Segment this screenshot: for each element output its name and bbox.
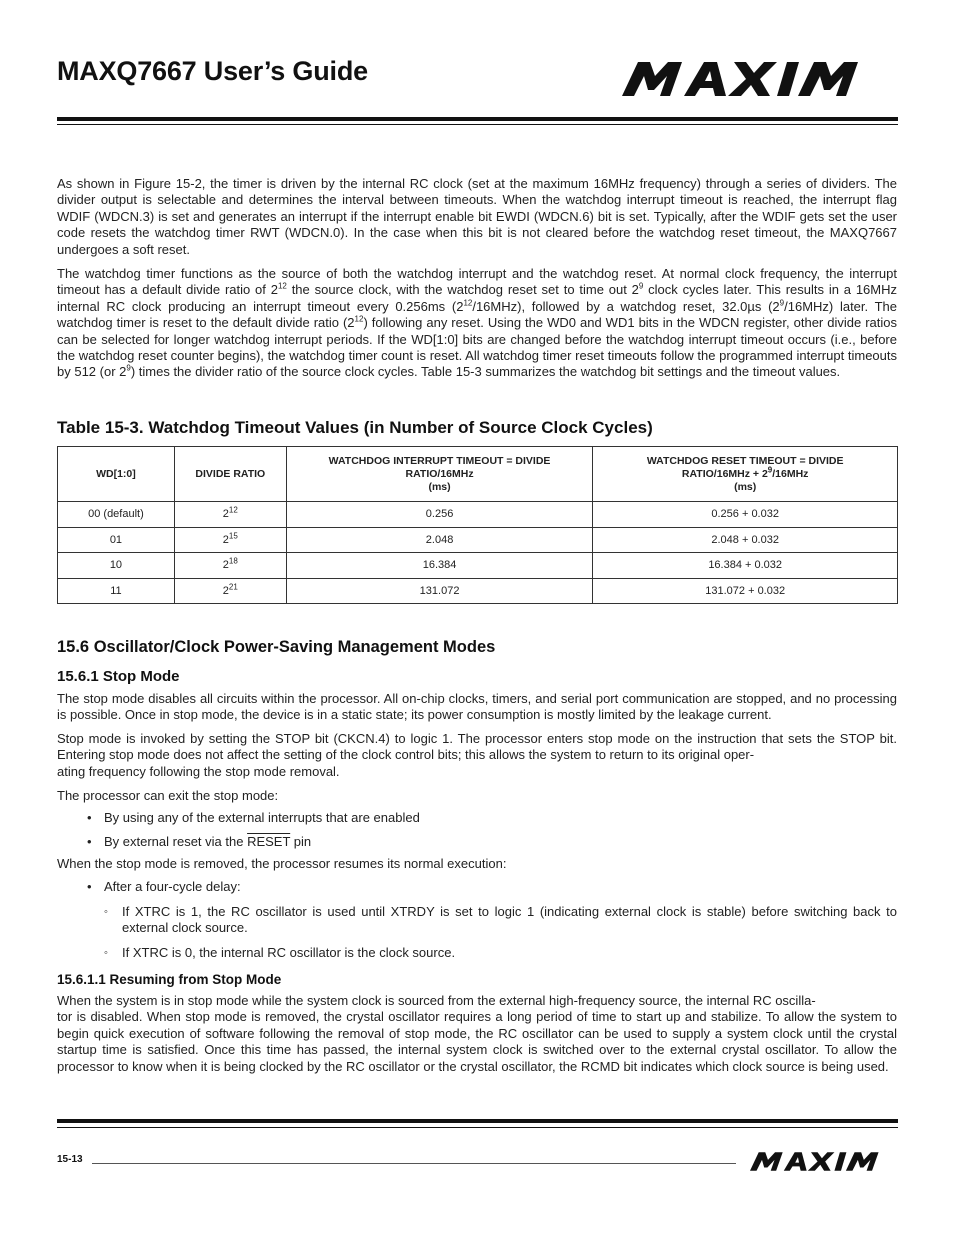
section-heading: 15.6 Oscillator/Clock Power-Saving Management Modes [57,638,496,656]
table-row [58,527,898,553]
footer-rule-thick [57,1119,898,1123]
header-interrupt-timeout: WATCHDOG INTERRUPT TIMEOUT = DIVIDE RATIO/16MHz (ms) [286,447,593,502]
removed-intro: When the stop mode is removed, the processor resumes its normal execution: [57,856,507,871]
cell-divide-ratio: $2^{21}$ [174,578,286,604]
footer-dashed-line [92,1163,736,1164]
stop-mode-paragraph-2: Stop mode is invoked by setting the STOP bit (CKCN.4) to logic 1. The processor enters stop mode on the instruction that sets the STOP bit. Entering stop mode does not affect the setting of the clock control bits; this allows the system to return to its original oper- ating frequency following the stop mode removal. [57,731,897,779]
header-reset-timeout: WATCHDOG RESET TIMEOUT = DIVIDE RATIO/16MHz + $2^9/16MHz$ (ms) [593,447,898,502]
cell-reset: 16.384 + 0.032 [593,553,898,579]
maxim-logo [622,62,890,96]
cell-interrupt: 16.384 [286,553,593,579]
cell-interrupt: 2.048 [286,527,593,553]
sub-bullet-circle: ◦ [104,906,108,918]
footer-rule-thin [57,1127,898,1128]
cell-reset: 0.256 + 0.032 [593,502,898,528]
resume-paragraph: When the system is in stop mode while the system clock is sourced from the external high-frequency source, the internal RC oscilla- tor is disabled. When stop mode is removed, the crystal oscillator requires a long period of time to start up and stabilize. To allow the system to begin quick execution of software following the removal of stop mode, the RC oscillator can be used to supply a system clock until the crystal startup time is satisfied. Once this time has passed, the internal system clock is switched over to the external crystal oscillator. To allow the processor to know when it is being clocked by the RC oscillator or the crystal oscillator, the RCMD bit indicates which clock source is being used. [57,993,897,1074]
cell-divide-ratio: $2^{18}$ [174,553,286,579]
table-header-row [58,447,898,502]
table-title: Table 15-3. Watchdog Timeout Values (in Number of Source Clock Cycles) [57,418,653,437]
cell-interrupt: 131.072 [286,578,593,604]
body-paragraph-2: The watchdog timer functions as the source of both the watchdog interrupt and the watchdog reset. At normal clock frequency, the interrupt timeout has a default divide ratio of $2^{12}$ the source clock, with the watchdog reset set to time out $2^9$ clock cycles later. This results in a 16MHz internal RC clock producing an interrupt timeout every 0.256ms $(2^{12}/16MHz)$, followed by a watchdog reset, 32.0µs $(2^9/16MHz)$ later. The watchdog timer is reset to the default divide ratio $(2^{12})$ following any reset. Using the WD0 and WD1 bits in the WDCN register, other divide ratios can be selected for longer watchdog interrupt periods. If the WD[1:0] bits are changed before the watchdog interrupt timeout occurs (i.e., before the watchdog reset counter begins), the watchdog timer count is reset. All watchdog timer reset timeouts follow the programmed interrupt timeouts by 512 (or $2^9$) times the divider ratio of the source clock cycles. Table 15-3 summarizes the watchdog bit settings and the timeout values. [57,266,898,380]
cell-wd: 01 [58,527,175,553]
table-row [58,502,898,528]
reset-pin-label: RESET [247,834,291,849]
body-paragraph-1: As shown in Figure 15-2, the timer is driven by the internal RC clock (set at the maximum 16MHz frequency) through a series of dividers. The divider output is selectable and determines the interval between timeouts. When the watchdog interrupt timeout is reached, the interrupt flag WDIF (WDCN.3) is set and generates an interrupt if the interrupt enable bit EWDI (WDCN.6) bit is set. Typically, after the WDIF gets set the user code resets the watchdog timer RWT (WDCN.0). In the case when this bit is not cleared before the watchdog reset timeout, the MAXQ7667 undergoes a soft reset. [57,176,897,257]
cell-interrupt: 0.256 [286,502,593,528]
bullet-item: After a four-cycle delay: [104,879,241,894]
cell-divide-ratio: $2^{12}$ [174,502,286,528]
cell-reset: 131.072 + 0.032 [593,578,898,604]
header-wd: WD[1:0] [58,447,175,502]
sub-bullet-item: If XTRC is 1, the RC oscillator is used until XTRDY is set to logic 1 (indicating external clock is stable) before switching back to external clock source. [122,904,897,936]
subsection-heading: 15.6.1 Stop Mode [57,668,180,685]
page-number: 15-13 [57,1154,83,1165]
bullet-item: By external reset via the RESET pin [104,834,312,849]
bullet-dot: • [87,834,92,849]
cell-divide-ratio: $2^{15}$ [174,527,286,553]
header-divide-ratio: DIVIDE RATIO [174,447,286,502]
cell-wd: 00 (default) [58,502,175,528]
watchdog-timeout-table [57,446,898,604]
sub-bullet-item: If XTRC is 0, the internal RC oscillator is the clock source. [122,945,456,960]
bullet-dot: • [87,879,92,894]
header-rule-thin [57,124,898,125]
exit-intro: The processor can exit the stop mode: [57,788,279,803]
sub-bullet-circle: ◦ [104,947,108,959]
table-row [58,578,898,604]
table-row [58,553,898,579]
maxim-logo [750,1152,896,1171]
cell-wd: 10 [58,553,175,579]
cell-wd: 11 [58,578,175,604]
page-title: MAXQ7667 User’s Guide [57,56,368,86]
bullet-dot: • [87,810,92,825]
cell-reset: 2.048 + 0.032 [593,527,898,553]
stop-mode-paragraph-1: The stop mode disables all circuits within the processor. All on-chip clocks, timers, and serial port communication are stopped, and no processing is possible. Once in stop mode, the device is in a static state; its power consumption is mostly limited by the leakage current. [57,691,897,723]
bullet-item: By using any of the external interrupts that are enabled [104,810,420,825]
subsubsection-heading: 15.6.1.1 Resuming from Stop Mode [57,972,282,987]
header-rule-thick [57,117,898,121]
